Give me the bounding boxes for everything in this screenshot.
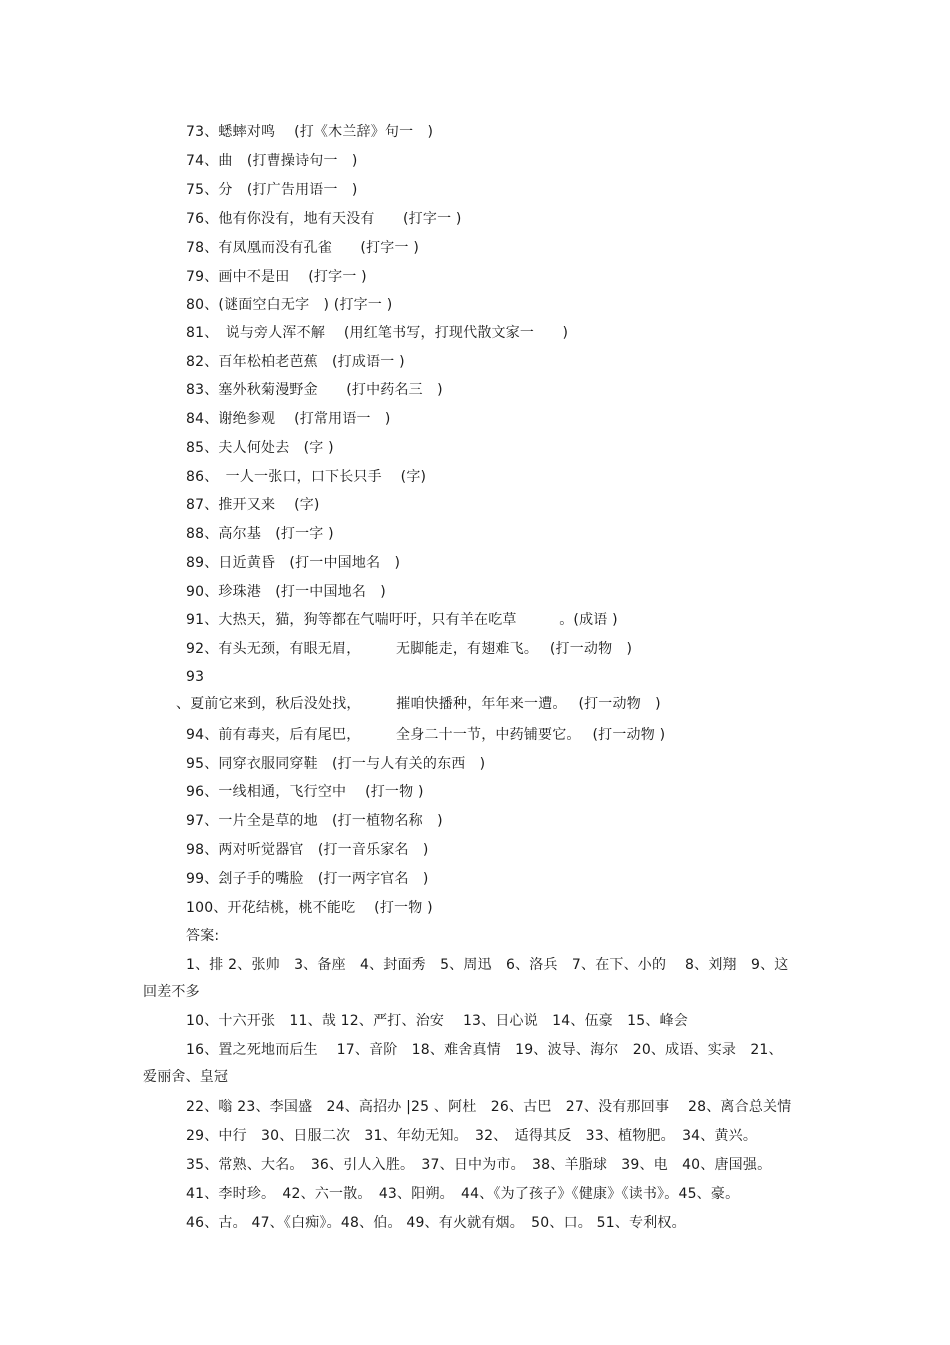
answers-line-4: 22、嗡 23、李国盛 24、高招办 |25 、阿杜 26、古巴 27、没有那回事 28、离合总关情: [186, 1099, 792, 1115]
riddle-96: 96、一线相通，飞行空中 (打一物 ): [186, 784, 424, 800]
answers-line-1: 1、排 2、张帅 3、备座 4、封面秀 5、周迅 6、洛兵 7、在下、小的 8、刘翔 9、这: [186, 957, 789, 973]
riddle-89: 89、日近黄昏 (打一中国地名 ): [186, 555, 401, 571]
riddle-84: 84、谢绝参观 (打常用语一 ): [186, 411, 391, 427]
riddle-90: 90、珍珠港 (打一中国地名 ): [186, 584, 386, 600]
answers-line-1-cont: 回差不多: [143, 984, 200, 1000]
riddle-91: 91、大热天，猫，狗等都在气喘吁吁，只有羊在吃草 。(成语 ): [186, 612, 618, 628]
answers-line-3: 16、置之死地而后生 17、音阶 18、难舍真情 19、波导、海尔 20、成语、实录 21、: [186, 1042, 783, 1058]
riddle-81: 81、 说与旁人浑不解 (用红笔书写，打现代散文家一 ): [186, 325, 569, 341]
riddle-93-text: 、夏前它来到，秋后没处找， 摧咱快播种，年年来一遭。 (打一动物 ): [176, 696, 661, 712]
answers-line-5: 29、中行 30、日服二次 31、年幼无知。 32、 适得其反 33、植物肥。 34、黄兴。: [186, 1128, 758, 1144]
riddle-97: 97、一片全是草的地 (打一植物名称 ): [186, 813, 443, 829]
riddle-93-number: 93: [186, 669, 205, 685]
riddle-100: 100、开花结桃，桃不能吃 (打一物 ): [186, 900, 433, 916]
riddle-75: 75、分 (打广告用语一 ): [186, 182, 358, 198]
answers-line-6: 35、常熟、大名。 36、引人入胜。 37、日中为市。 38、羊脂球 39、电 40、唐国强。: [186, 1157, 772, 1173]
riddle-87: 87、推开又来 (字): [186, 497, 320, 513]
riddle-83: 83、塞外秋菊漫野金 (打中药名三 ): [186, 382, 443, 398]
riddle-78: 78、有凤凰而没有孔雀 (打字一 ): [186, 240, 419, 256]
answers-heading: 答案:: [186, 928, 220, 944]
riddle-88: 88、高尔基 (打一字 ): [186, 526, 334, 542]
answers-line-2: 10、十六开张 11、哉 12、严打、治安 13、日心说 14、伍豪 15、峰会: [186, 1013, 688, 1029]
riddle-95: 95、同穿衣服同穿鞋 (打一与人有关的东西 ): [186, 756, 486, 772]
riddle-80: 80、(谜面空白无字 ) (打字一 ): [186, 297, 393, 313]
riddle-94: 94、前有毒夹，后有尾巴， 全身二十一节，中药铺要它。 (打一动物 ): [186, 727, 666, 743]
riddle-73: 73、蟋蟀对鸣 (打《木兰辞》句一 ): [186, 124, 434, 140]
riddle-86: 86、 一人一张口，口下长只手 (字): [186, 469, 427, 485]
riddle-85: 85、夫人何处去 (字 ): [186, 440, 334, 456]
riddle-92: 92、有头无颈，有眼无眉， 无脚能走，有翅难飞。 (打一动物 ): [186, 641, 633, 657]
riddle-99: 99、刽子手的嘴脸 (打一两字官名 ): [186, 871, 429, 887]
answers-line-8: 46、古。 47、《白痴》。48、伯。 49、有火就有烟。 50、口。 51、专利权。: [186, 1215, 686, 1231]
riddle-76: 76、他有你没有，地有天没有 (打字一 ): [186, 211, 462, 227]
riddle-79: 79、画中不是田 (打字一 ): [186, 269, 367, 285]
answers-line-7: 41、李时珍。 42、六一散。 43、阳朔。 44、《为了孩子》《健康》《读书》。45、豪。: [186, 1186, 740, 1202]
riddle-82: 82、百年松柏老芭蕉 (打成语一 ): [186, 354, 405, 370]
answers-line-3-cont: 爱丽舍、皇冠: [143, 1069, 229, 1085]
riddle-74: 74、曲 (打曹操诗句一 ): [186, 153, 358, 169]
riddle-98: 98、两对听觉器官 (打一音乐家名 ): [186, 842, 429, 858]
